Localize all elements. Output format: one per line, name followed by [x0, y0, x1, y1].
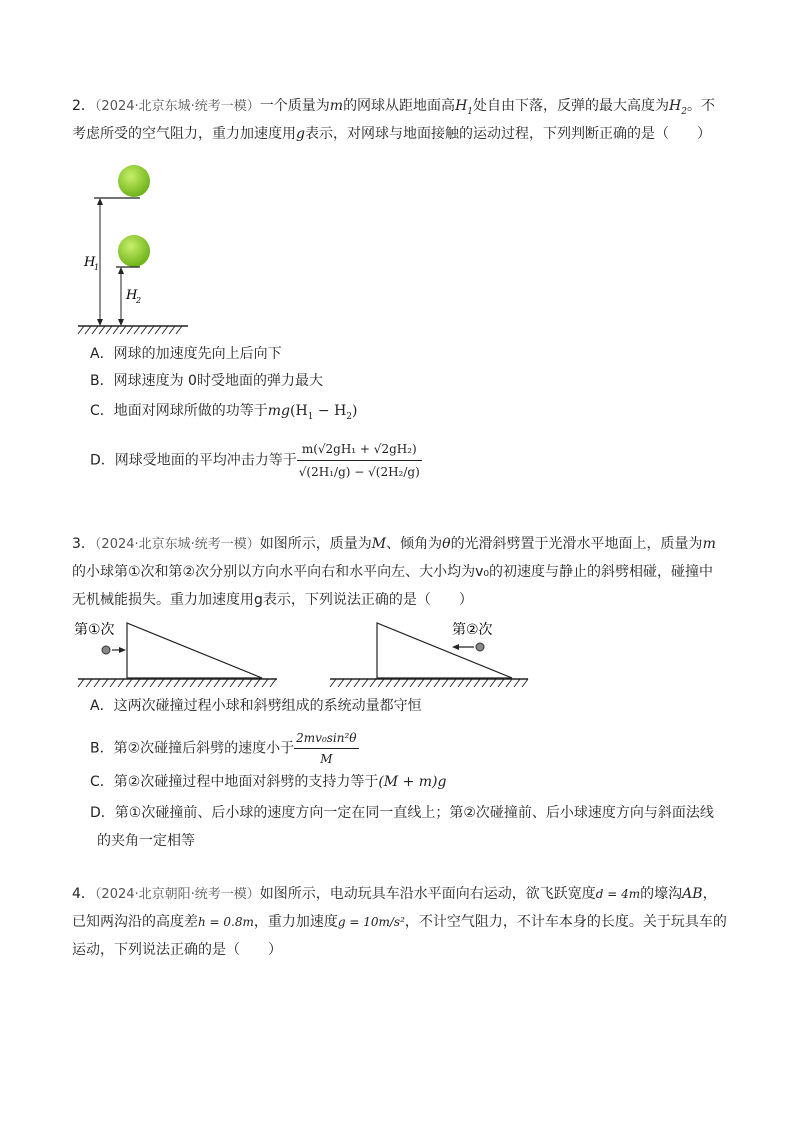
hatch-mark	[99, 326, 105, 334]
q4-text: 已知两沟沿的高度差	[72, 914, 198, 930]
q2-var-g: g	[296, 126, 305, 142]
q3-option-d-line1: D．第①次碰撞前、后小球的速度方向一定在同一直线上；第②次碰撞前、后小球速度方向与斜面法线	[90, 805, 714, 821]
arrow-left-head	[452, 644, 459, 650]
hatch-mark	[92, 326, 98, 334]
q4-var-AB: AB	[682, 886, 703, 902]
q2-line2	[72, 124, 711, 144]
hatch-mark	[230, 679, 236, 687]
hatch-mark	[354, 679, 360, 687]
hatch-mark	[458, 679, 464, 687]
q3-option-b-denominator: M	[320, 752, 333, 766]
hatch-mark	[85, 326, 91, 334]
hatch-mark	[113, 326, 119, 334]
hatch-mark	[174, 679, 180, 687]
q4-text: ，不计空气阻力，不计车本身的长度。关于玩具车的	[404, 914, 727, 930]
q2-option-c	[90, 401, 357, 427]
hatch-mark	[346, 679, 352, 687]
hatch-mark	[410, 679, 416, 687]
q2-line1	[72, 96, 715, 122]
hatch-mark	[338, 679, 344, 687]
tennis-ball-bottom	[118, 235, 150, 267]
arrow-right-head	[119, 647, 126, 653]
q2-option-c-expr: (H	[290, 403, 308, 419]
q2-option-c-sub2: 2	[346, 411, 353, 422]
q4-text: 如图所示，电动玩具车沿水平面向右运动，欲飞跃宽度	[259, 886, 596, 902]
q4-line2	[72, 912, 727, 932]
q3-number: 3．	[72, 536, 95, 552]
hatch-mark	[141, 326, 147, 334]
q4-number: 4．	[72, 886, 95, 902]
q2-option-d-denominator: √(2H₁/g) − √(2H₂/g)	[298, 465, 420, 479]
hatch-mark	[206, 679, 212, 687]
q2-text: 考虑所受的空气阻力，重力加速度用	[72, 126, 296, 142]
q3-option-c	[90, 772, 446, 792]
hatch-mark	[86, 679, 92, 687]
hatch-mark	[158, 679, 164, 687]
q3-var-M: M	[371, 536, 387, 552]
hatch-mark	[426, 679, 432, 687]
q2-option-d-text: D．网球受地面的平均冲击力等于	[90, 452, 297, 469]
hatch-mark	[106, 326, 112, 334]
hatch-mark	[370, 679, 376, 687]
ground-left-hatch	[78, 679, 276, 687]
hatch-mark	[506, 679, 512, 687]
hatch-mark	[150, 679, 156, 687]
hatch-mark	[169, 326, 175, 334]
hatch-mark	[142, 679, 148, 687]
q4-source: （2024·北京朝阳·统考一模）	[94, 887, 260, 902]
q3-option-b-numerator: 2mv₀sin²θ	[294, 728, 358, 749]
hatch-mark	[246, 679, 252, 687]
q3-var-m: m	[702, 536, 716, 552]
q3-line3: 无机械能损失。重力加速度用g表示，下列说法正确的是（ ）	[72, 592, 473, 608]
hatch-mark	[238, 679, 244, 687]
hatch-mark	[262, 679, 268, 687]
hatch-mark	[94, 679, 100, 687]
label-H1-sub: 1	[94, 263, 100, 272]
label-H2: H	[126, 288, 138, 303]
h1-arrow-down	[97, 319, 103, 326]
q2-text: 表示，对网球与地面接触的运动过程，下列判断正确的是（ ）	[304, 126, 711, 142]
hatch-mark	[418, 679, 424, 687]
q2-option-b: B．网球速度为 0时受地面的弹力最大	[90, 373, 323, 389]
hatch-mark	[118, 679, 124, 687]
hatch-mark	[110, 679, 116, 687]
ball-left	[102, 646, 110, 654]
tennis-ball-top	[118, 165, 150, 197]
q3-figure	[72, 615, 532, 690]
hatch-mark	[198, 679, 204, 687]
ground-right-hatch	[330, 679, 528, 687]
hatch-mark	[162, 326, 168, 334]
q4-text: 的壕沟	[640, 886, 683, 902]
q2-var-H1-sub: 1	[467, 106, 474, 117]
q3-option-c-text: C．第②次碰撞过程中地面对斜劈的支持力等于	[90, 774, 379, 790]
hatch-mark	[78, 326, 84, 334]
hatch-mark	[120, 326, 126, 334]
hatch-mark	[190, 679, 196, 687]
hatch-mark	[514, 679, 520, 687]
hatch-mark	[148, 326, 154, 334]
q2-figure	[70, 160, 200, 335]
q2-option-c-close: )	[352, 403, 358, 419]
hatch-mark	[442, 679, 448, 687]
hatch-mark	[434, 679, 440, 687]
hatch-mark	[134, 326, 140, 334]
ground-hatch	[78, 326, 182, 334]
hatch-mark	[134, 679, 140, 687]
q2-source: （2024·北京东城·统考一模）	[94, 99, 260, 114]
q2-option-c-sub1: 1	[307, 411, 314, 422]
q3-text: 、倾角为	[386, 536, 443, 552]
q2-text: 处自由下落，反弹的最大高度为	[473, 98, 670, 114]
hatch-mark	[378, 679, 384, 687]
label-H2-sub: 2	[136, 296, 142, 305]
q4-line1	[72, 884, 717, 905]
q3-text: 如图所示，质量为	[259, 536, 372, 552]
hatch-mark	[166, 679, 172, 687]
hatch-mark	[466, 679, 472, 687]
q4-g-expr: g = 10m/s²	[337, 915, 405, 929]
ball-right	[476, 643, 484, 651]
hatch-mark	[78, 679, 84, 687]
q2-option-d	[90, 438, 422, 483]
hatch-mark	[182, 679, 188, 687]
q4-d-expr: d = 4m	[595, 887, 641, 901]
q3-option-d-line2: 的夹角一定相等	[97, 833, 195, 849]
q2-var-H2: H	[669, 98, 682, 114]
hatch-mark	[522, 679, 528, 687]
hatch-mark	[386, 679, 392, 687]
q2-text: 的网球从距地面高	[343, 98, 456, 114]
q3-line1	[72, 534, 716, 555]
hatch-mark	[394, 679, 400, 687]
q3-source: （2024·北京东城·统考一模）	[94, 537, 260, 552]
label-second-collision: 第②次	[452, 622, 493, 638]
hatch-mark	[482, 679, 488, 687]
q3-option-b	[90, 728, 359, 769]
hatch-mark	[176, 326, 182, 334]
hatch-mark	[362, 679, 368, 687]
hatch-mark	[490, 679, 496, 687]
h2-arrow-up	[118, 267, 124, 274]
q2-var-H1: H	[455, 98, 468, 114]
label-first-collision: 第①次	[74, 622, 115, 638]
q3-option-b-fraction	[294, 728, 358, 769]
q3-line2: 的小球第①次和第②次分别以方向水平向右和水平向左、大小均为v₀的初速度与静止的斜劈相碰，碰撞中	[72, 564, 713, 580]
q2-text: 。不	[686, 98, 715, 114]
hatch-mark	[498, 679, 504, 687]
q4-h-expr: h = 0.8m	[198, 915, 254, 929]
q3-text: 的光滑斜劈置于光滑水平地面上，质量为	[450, 536, 703, 552]
q3-option-b-text: B．第②次碰撞后斜劈的速度小于	[90, 740, 295, 757]
hatch-mark	[402, 679, 408, 687]
hatch-mark	[270, 679, 276, 687]
q3-var-theta: θ	[442, 536, 451, 552]
hatch-mark	[126, 679, 132, 687]
h2-arrow-down	[118, 319, 124, 326]
wedge-left	[127, 623, 262, 678]
hatch-mark	[102, 679, 108, 687]
q2-var-H2-sub: 2	[681, 106, 687, 117]
q3-option-a: A．这两次碰撞过程小球和斜劈组成的系统动量都守恒	[90, 698, 422, 714]
q2-option-c-expr2: − H	[313, 403, 347, 419]
q3-option-c-expr: (M + m)g	[378, 774, 447, 790]
hatch-mark	[214, 679, 220, 687]
q4-line3: 运动，下列说法正确的是（ ）	[72, 942, 282, 958]
q2-text: 一个质量为	[259, 98, 330, 114]
h1-arrow-up	[97, 198, 103, 205]
q2-option-a: A．网球的加速度先向上后向下	[90, 346, 282, 362]
hatch-mark	[330, 679, 336, 687]
hatch-mark	[450, 679, 456, 687]
q2-option-c-mg: mg	[267, 403, 291, 419]
q4-text: ，重力加速度	[253, 914, 338, 930]
q2-var-m: m	[329, 98, 344, 114]
label-H1: H	[84, 255, 96, 270]
hatch-mark	[222, 679, 228, 687]
hatch-mark	[474, 679, 480, 687]
q2-option-d-numerator: m(√2gH₁ + √2gH₂)	[297, 438, 422, 461]
q4-text: ，	[702, 886, 717, 902]
q2-option-d-fraction	[297, 438, 422, 483]
q2-option-c-text: C．地面对网球所做的功等于	[90, 403, 268, 419]
hatch-mark	[127, 326, 133, 334]
hatch-mark	[254, 679, 260, 687]
q2-number: 2．	[72, 98, 95, 114]
hatch-mark	[155, 326, 161, 334]
